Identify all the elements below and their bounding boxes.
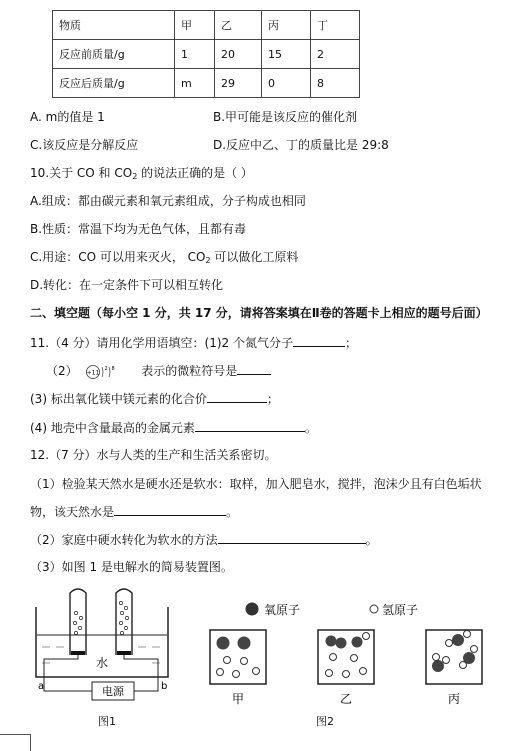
figure2-caption: 图2 [316,715,334,728]
q11-line2 [46,362,271,381]
mass-data-table [52,10,360,98]
q9-option-a: A. m的值是 1 [30,110,105,124]
oxygen-legend-label: 氧原子 [264,603,301,617]
q11-line3 [30,390,279,407]
table-cell: 29 [215,69,262,98]
molecule-models-figure [200,598,510,708]
table-header-cell: 甲 [175,11,215,40]
q12-part3: （3）如图 1 是电解水的简易装置图。 [30,560,233,574]
table-cell: 20 [215,40,262,69]
oxygen-atom [238,637,251,650]
shell-electron-count: 2 [104,365,109,372]
q12-part2 [30,531,378,548]
electrode-b-label: b [161,681,168,692]
q12-part2-text: （2）家庭中硬水转化为软水的方法 [30,533,218,547]
section-heading: 二、填空题（每小空 1 分，共 17 分，请将答案填在Ⅱ卷的答题卡上相应的题号后面） [30,306,488,320]
table-cell: 反应前质量/g [53,40,175,69]
q10-option-c-text: C.用途：CO 可以用来灭火， CO [30,250,206,264]
answer-blank [195,419,305,432]
answer-blank [218,531,366,544]
answer-blank [114,503,226,516]
table-header-cell: 物质 [53,11,175,40]
q9-option-d: D.反应中乙、丁的质量比是 29:8 [213,138,389,152]
q10-option-d: D.转化：在一定条件下可以相互转化 [30,278,224,292]
q12-part1: （1）检验某天然水是硬水还是软水：取样，加入肥皂水，搅拌，泡沫少且有白色垢状 [30,477,482,491]
electrolysis-apparatus-figure [28,585,178,703]
right-test-tube [116,589,132,655]
table-cell: 2 [311,40,360,69]
table-header-cell: 丁 [311,11,360,40]
water-label: 水 [96,656,109,670]
q11-line3-text: (3) 标出氧化镁中镁元素的化合价 [30,392,207,406]
box-label: 甲 [231,692,245,706]
wire-left [44,655,92,691]
q11-line3-end: ； [266,392,279,406]
answer-blank [237,362,271,375]
box-jia [210,630,266,684]
hydrogen-legend-label: 氢原子 [382,603,419,617]
electrode-a [71,651,85,655]
q12-part1-cont [30,503,238,520]
electron-shell-arc [102,367,103,377]
table-cell: m [175,69,215,98]
power-supply-label: 电源 [102,685,124,698]
subscript: 2 [205,256,211,265]
gas-bubbles [73,611,82,634]
table-cell: 1 [175,40,215,69]
q12-stem: 12.（7 分）水与人类的生产和生活关系密切。 [30,448,277,462]
hydrogen-atom-legend-icon [370,605,378,613]
q10-option-c-text-end: 可以做化工原料 [210,250,299,264]
table-header-cell: 丙 [262,11,311,40]
oxygen-atom [326,636,337,647]
q11-line1-text: 11.（4 分）请用化学用语填空：(1)2 个氮气分子 [30,336,293,350]
gas-bubbles [119,601,128,634]
q11-line1 [30,334,357,351]
page-corner-mark [0,734,31,751]
oxygen-atom [352,637,363,648]
electron-shell-arc [109,367,110,377]
table-row [53,40,360,69]
figure1-caption: 图1 [98,715,116,728]
q11-line4-text: (4) 地壳中含量最高的金属元素 [30,421,195,435]
q11-line4-end: 。 [304,421,317,435]
q11-line1-end: ； [344,336,357,350]
subscript: 2 [132,172,138,181]
oxygen-atom [452,634,464,646]
q9-option-b: B.甲可能是该反应的催化剂 [213,110,358,124]
table-header-cell: 乙 [215,11,262,40]
electrode-b [117,651,131,655]
electrode-a-label: a [38,681,45,692]
table-cell: 8 [311,69,360,98]
q10-stem-text-end: 的说法正确的是（ ） [137,166,253,180]
q10-stem-text: 10.关于 CO 和 CO [30,166,133,180]
table-cell: 15 [262,40,311,69]
table-header-row [53,11,360,40]
q10-option-a: A.组成：都由碳元素和氧元素组成，分子构成也相同 [30,194,306,208]
oxygen-atom [336,638,347,649]
oxygen-atom-legend-icon [246,603,259,616]
table-cell: 反应后质量/g [53,69,175,98]
oxygen-atom [432,660,444,672]
answer-blank [207,390,267,403]
box-label: 丙 [447,692,461,706]
q12-part1-cont-end: 。 [226,505,239,519]
q10-stem [30,165,253,185]
hydrogen-atoms [217,657,260,678]
ion-structure-diagram [85,363,119,381]
q9-option-c: C.该反应是分解反应 [30,138,139,152]
nucleus-charge: +11 [87,369,100,376]
left-test-tube [70,589,86,655]
table-cell: 0 [262,69,311,98]
box-label: 乙 [339,692,353,706]
q11-line2-prefix: （2） [46,364,78,378]
q12-part2-end: 。 [365,533,378,547]
q12-part1-cont-text: 物，该天然水是 [30,505,115,519]
q10-option-b: B.性质：常温下均为无色气体，且都有毒 [30,222,247,236]
table-row [53,69,360,98]
oxygen-atom [217,637,230,650]
q11-line2-text: 表示的微粒符号是 [141,364,238,378]
shell-electron-count: 8 [111,365,116,372]
q11-line4 [30,419,317,436]
answer-blank [293,334,345,347]
q10-option-c [30,249,298,269]
